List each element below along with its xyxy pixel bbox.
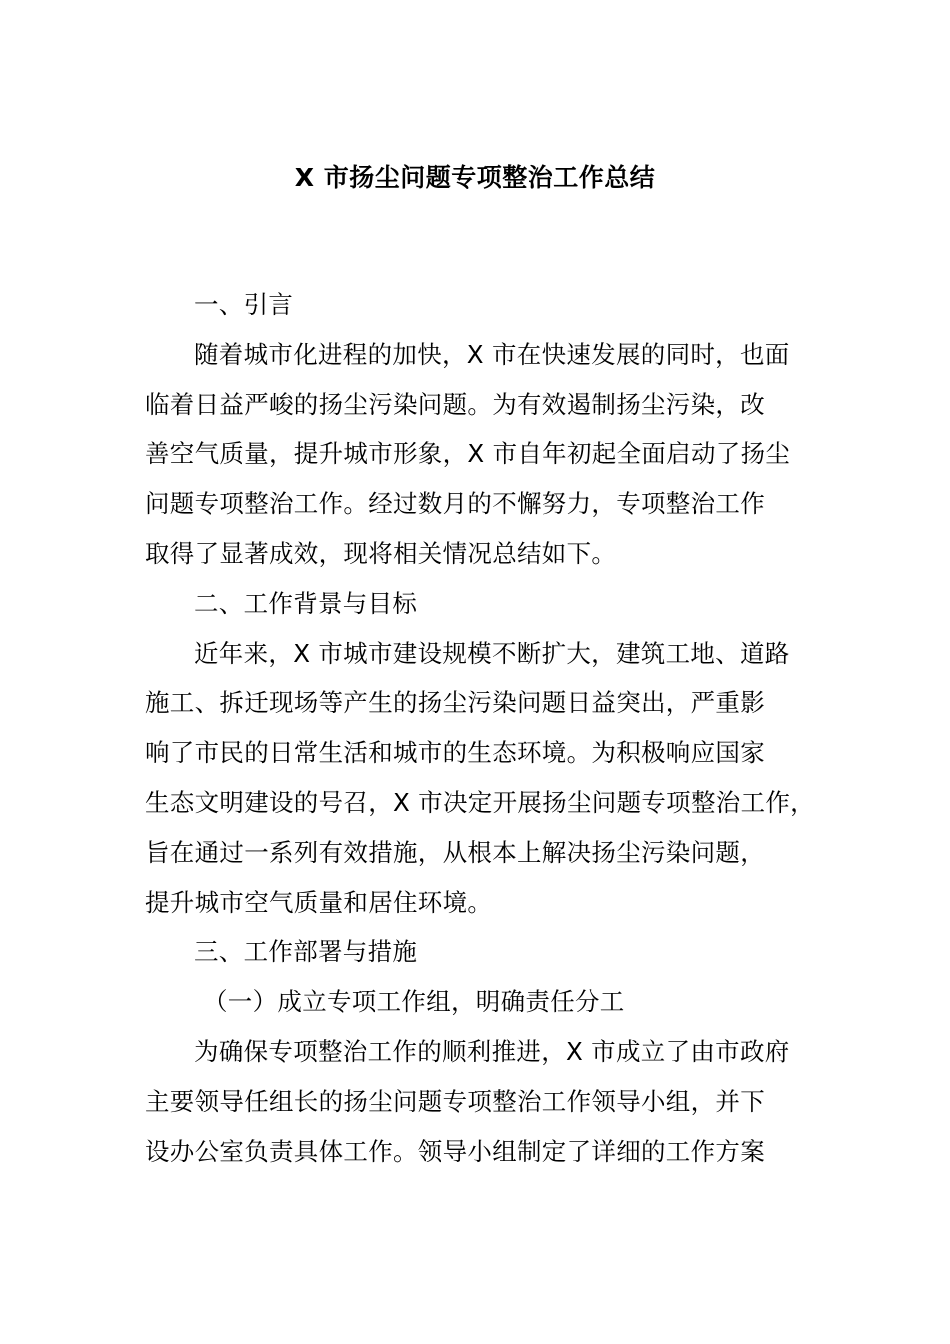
paragraph-line: 近年来，X 市城市建设规模不断扩大，建筑工地、道路 [194,638,790,668]
paragraph-line: 生态文明建设的号召，X 市决定开展扬尘问题专项整治工作， [145,787,815,817]
document-body [145,280,835,1176]
subsection-heading: （一）成立专项工作组，明确责任分工 [203,987,625,1017]
paragraph-line: 响了市民的日常生活和城市的生态环境。为积极响应国家 [145,738,765,768]
paragraph-line: 提升城市空气质量和居住环境。 [145,887,493,917]
paragraph-line: 随着城市化进程的加快，X 市在快速发展的同时，也面 [194,339,790,369]
section-heading-introduction: 一、引言 [194,290,294,319]
paragraph-line: 主要领导任组长的扬尘问题专项整治工作领导小组，并下 [145,1086,765,1116]
document-title: X 市扬尘问题专项整治工作总结 [294,163,656,192]
section-heading-deployment: 三、工作部署与措施 [194,937,418,967]
section-heading-background: 二、工作背景与目标 [194,588,418,618]
paragraph-line: 问题专项整治工作。经过数月的不懈努力，专项整治工作 [145,489,765,519]
paragraph-line: 设办公室负责具体工作。领导小组制定了详细的工作方案 [145,1136,765,1166]
paragraph-line: 施工、拆迁现场等产生的扬尘污染问题日益突出，严重影 [145,688,765,718]
paragraph-line: 为确保专项整治工作的顺利推进，X 市成立了由市政府 [194,1036,790,1066]
paragraph-line: 临着日益严峻的扬尘污染问题。为有效遏制扬尘污染，改 [145,389,765,419]
paragraph-line: 善空气质量，提升城市形象，X 市自年初起全面启动了扬尘 [145,439,791,469]
paragraph-line: 取得了显著成效，现将相关情况总结如下。 [145,538,617,568]
paragraph-line: 旨在通过一系列有效措施，从根本上解决扬尘污染问题， [145,837,765,867]
